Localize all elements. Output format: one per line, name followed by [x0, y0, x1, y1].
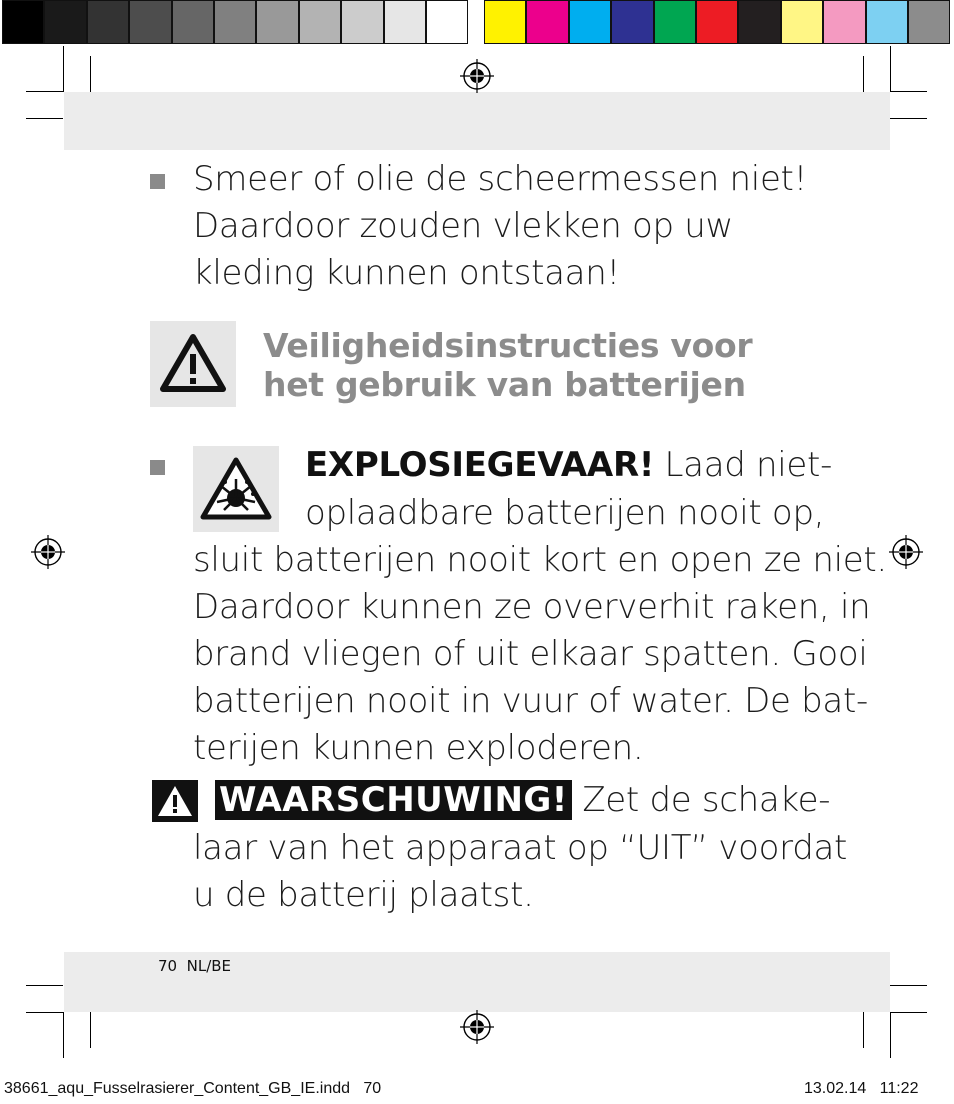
- warning-icon-box: [150, 321, 236, 407]
- color-swatch: [738, 0, 780, 44]
- print-slug-filename: 38661_aqu_Fusselrasierer_Content_GB_IE.indd 70: [4, 1080, 382, 1097]
- bullet-marker: [150, 460, 165, 475]
- warning-triangle-icon: [152, 780, 198, 822]
- text-run: Zet de schake-: [571, 780, 831, 820]
- text-line: laar van het apparaat op “UIT” voordat: [193, 828, 848, 868]
- warning-first-line: [215, 777, 830, 824]
- registration-mark-icon: [460, 59, 494, 93]
- color-swatch: [384, 0, 426, 44]
- heading-line: het gebruik van batterijen: [263, 365, 746, 404]
- warning-label: WAARSCHUWING!: [215, 780, 572, 820]
- registration-mark-icon: [31, 535, 65, 569]
- registration-mark-icon: [460, 1010, 494, 1044]
- color-swatch: [484, 0, 526, 44]
- warning-body-text: [193, 825, 847, 919]
- color-swatch: [214, 0, 256, 44]
- text-line: Smeer of olie de scheermessen niet!: [193, 159, 807, 199]
- heading-line: Veiligheidsinstructies voor: [263, 326, 753, 365]
- text-line: batterijen nooit in vuur of water. De bat-: [193, 681, 868, 721]
- text-line: Daardoor kunnen ze oververhit raken, in: [193, 587, 871, 627]
- color-swatch: [129, 0, 171, 44]
- color-swatch: [256, 0, 298, 44]
- color-swatch: [696, 0, 738, 44]
- color-swatch: [299, 0, 341, 44]
- section-heading: [263, 326, 752, 404]
- text-line: brand vliegen of uit elkaar spatten. Gooi: [193, 634, 868, 674]
- text-line: sluit batterijen nooit kort en open ze niet.: [193, 540, 887, 580]
- explosion-danger-label: EXPLOSIEGEVAAR!: [305, 445, 655, 485]
- page-number-label: 70 NL/BE: [158, 957, 232, 975]
- text-run: Laad niet-: [654, 445, 833, 485]
- color-swatch: [172, 0, 214, 44]
- explosion-icon-box: [193, 446, 279, 532]
- color-swatch: [611, 0, 653, 44]
- explosion-first-line: [305, 442, 832, 489]
- warning-triangle-icon: [150, 321, 236, 407]
- bullet-lubrication-text: [193, 156, 807, 297]
- text-line: u de batterij plaatst.: [193, 875, 534, 915]
- print-slug-date: 13.02.14 11:22: [804, 1080, 919, 1097]
- bullet-marker: [150, 174, 165, 189]
- color-swatch: [341, 0, 383, 44]
- text-line: kleding kunnen ontstaan!: [193, 253, 620, 293]
- explosion-hazard-icon: [193, 446, 279, 532]
- color-swatch: [44, 0, 86, 44]
- color-swatch: [87, 0, 129, 44]
- color-swatch: [654, 0, 696, 44]
- color-swatch: [426, 0, 468, 44]
- registration-mark-icon: [889, 535, 923, 569]
- color-swatch: [2, 0, 44, 44]
- color-swatch: [526, 0, 568, 44]
- color-swatch: [781, 0, 823, 44]
- explosion-body-text: [193, 537, 887, 772]
- color-swatch: [823, 0, 865, 44]
- color-swatch: [569, 0, 611, 44]
- text-line: terijen kunnen exploderen.: [193, 728, 644, 768]
- text-line: Daardoor zouden vlekken op uw: [193, 206, 734, 246]
- text-line: oplaadbare batterijen nooit op,: [305, 493, 825, 533]
- top-gray-band: [64, 92, 890, 150]
- color-swatch: [866, 0, 908, 44]
- color-swatch: [908, 0, 950, 44]
